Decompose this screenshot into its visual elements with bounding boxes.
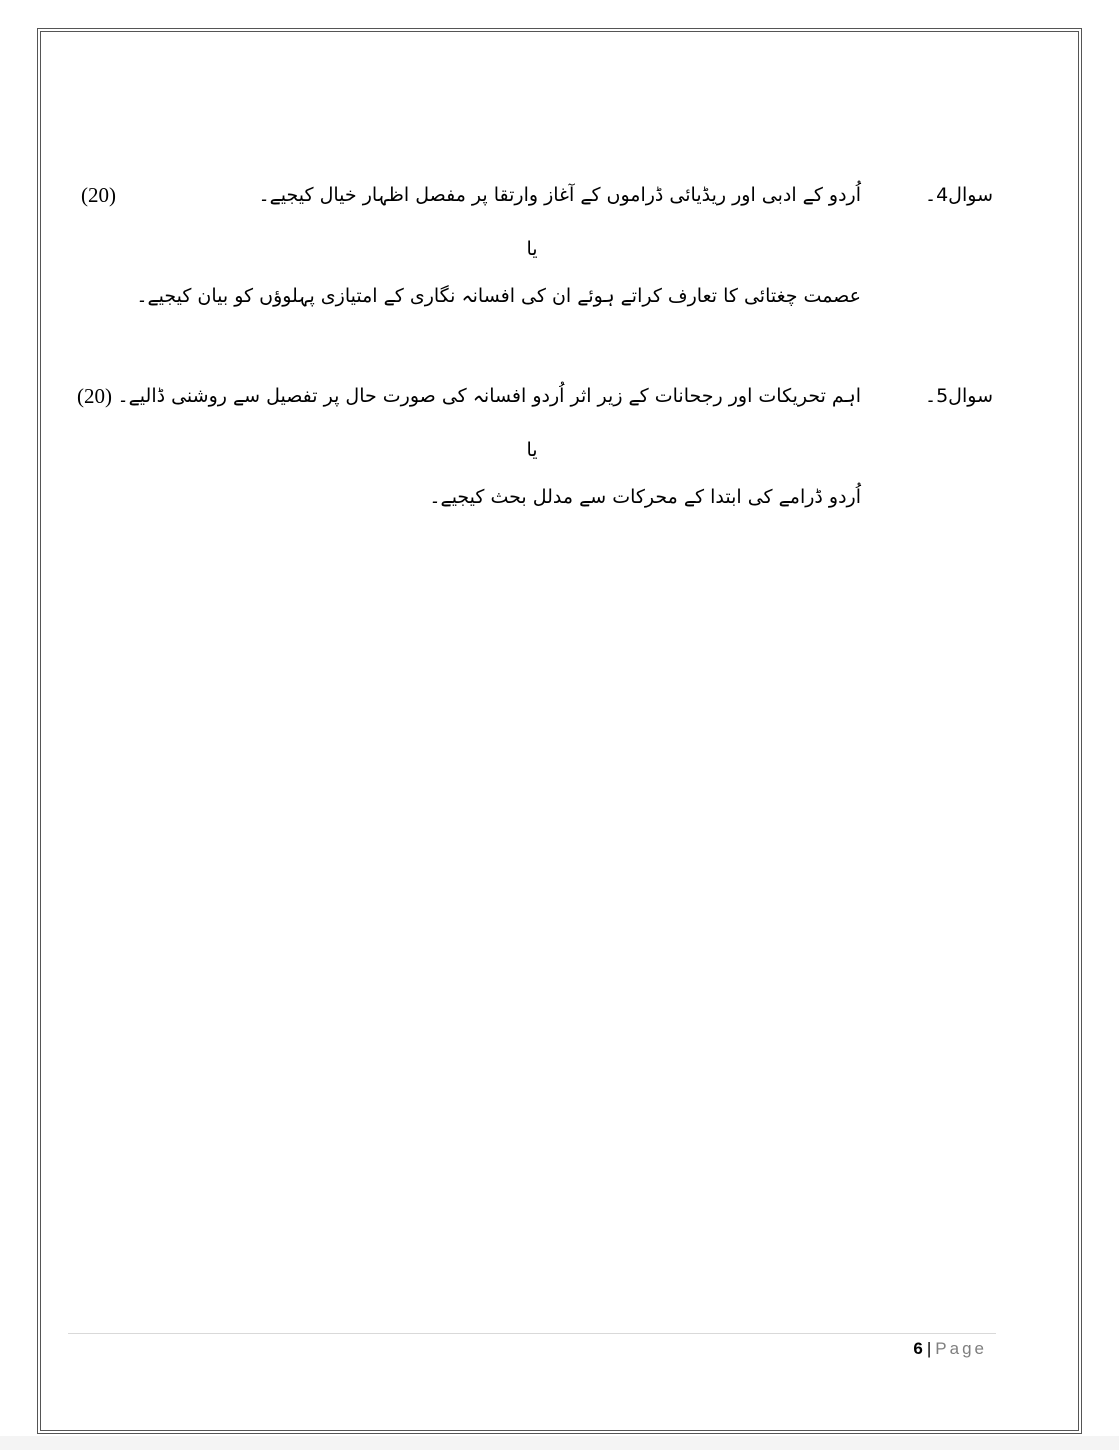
page-label: Page [935,1339,987,1358]
question-5-label: سوال5۔ [924,385,993,407]
page-border [37,28,1082,1434]
question-4-marks: (20) [81,183,116,207]
question-5-or: یا [526,439,538,461]
question-4-alternative: عصمت چغتائی کا تعارف کراتے ہوئے ان کی افسانہ نگاری کے امتیازی پہلوؤں کو بیان کیجیے۔ [136,285,861,307]
page-number: 6 [913,1339,923,1358]
question-5-text: اہم تحریکات اور رجحانات کے زیر اثر اُردو افسانہ کی صورت حال پر تفصیل سے روشنی ڈالیے۔ [117,385,861,407]
question-5-marks: (20) [77,384,112,408]
question-5-alternative: اُردو ڈرامے کی ابتدا کے محرکات سے مدلل بحث کیجیے۔ [429,486,861,508]
question-4-text: اُردو کے ادبی اور ریڈیائی ڈراموں کے آغاز وارتقا پر مفصل اظہار خیال کیجیے۔ [258,184,861,206]
page-footer [913,1339,987,1359]
bottom-strip [0,1436,1119,1450]
question-4-or: یا [526,238,538,260]
footer-divider [68,1333,996,1334]
footer-separator: | [926,1339,932,1358]
question-4-label: سوال4۔ [924,184,993,206]
